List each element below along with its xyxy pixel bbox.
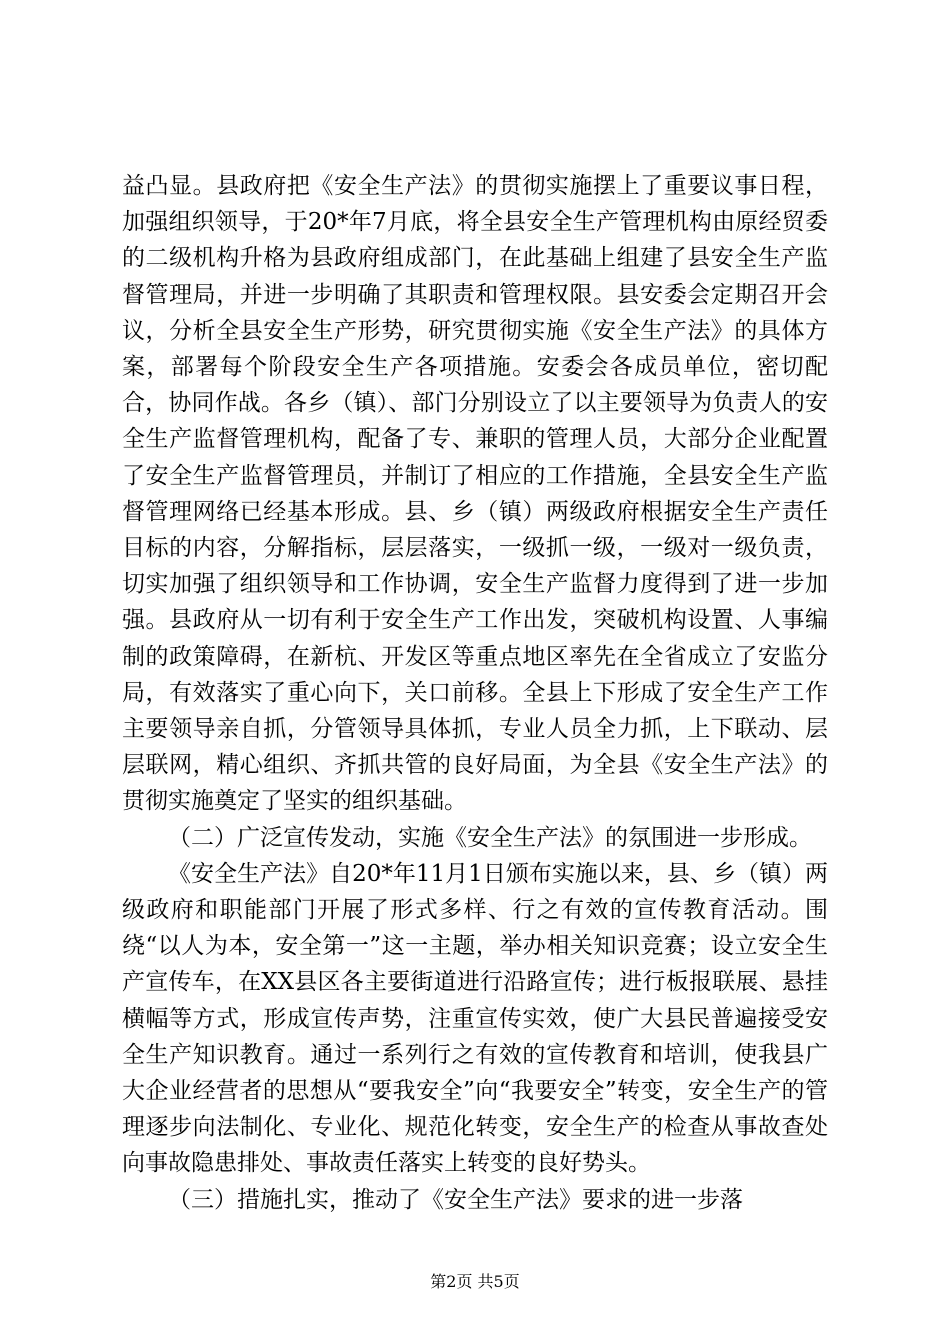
paragraph-publicity: 《安全生产法》自20*年11月1日颁布实施以来，县、乡（镇）两级政府和职能部门开展了形式多样、行之有效的宣传教育活动。围绕“以人为本，安全第一”这一主题，举办相关知识竞赛；设立安全生产宣传车，在XX县区各主要街道进行沿路宣传；进行板报联展、悬挂横幅等方式，形成宣传声势，注重宣传实效，使广大县民普遍接受安全生产知识教育。通过一系列行之有效的宣传教育和培训，使我县广大企业经营者的思想从“要我安全”向“我要安全”转变，安全生产的管理逐步向法制化、专业化、规范化转变，安全生产的检查从事故查处向事故隐患排处、事故责任落实上转变的良好势头。 xyxy=(122,860,828,1177)
paragraph-org-foundation: 益凸显。县政府把《安全生产法》的贯彻实施摆上了重要议事日程，加强组织领导，于20*年7月底，将全县安全生产管理机构由原经贸委的二级机构升格为县政府组成部门，在此基础上组建了县安全生产监督管理局，并进一步明确了其职责和管理权限。县安委会定期召开会议，分析全县安全生产形势，研究贯彻实施《安全生产法》的具体方案，部署每个阶段安全生产各项措施。安委会各成员单位，密切配合，协同作战。各乡（镇）、部门分别设立了以主要领导为负责人的安全生产监督管理机构，配备了专、兼职的管理人员，大部分企业配置了安全生产监督管理员，并制订了相应的工作措施，全县安全生产监督管理网络已经基本形成。县、乡（镇）两级政府根据安全生产责任目标的内容，分解指标，层层落实，一级抓一级，一级对一级负责，切实加强了组织领导和工作协调，安全生产监督力度得到了进一步加强。县政府从一切有利于安全生产工作出发，突破机构设置、人事编制的政策障碍，在新杭、开发区等重点地区率先在全省成立了安监分局，有效落实了重心向下，关口前移。全县上下形成了安全生产工作主要领导亲自抓，分管领导具体抓，专业人员全力抓，上下联动、层层联网，精心组织、齐抓共管的良好局面，为全县《安全生产法》的贯彻实施奠定了坚实的组织基础。 xyxy=(122,173,828,815)
section-heading-publicity: （二）广泛宣传发动，实施《安全生产法》的氛围进一步形成。 xyxy=(168,824,812,851)
section-heading-measures: （三）措施扎实，推动了《安全生产法》要求的进一步落 xyxy=(168,1186,743,1213)
document-body xyxy=(122,168,828,1218)
page-number-footer: 第2页 共5页 xyxy=(430,1272,520,1291)
